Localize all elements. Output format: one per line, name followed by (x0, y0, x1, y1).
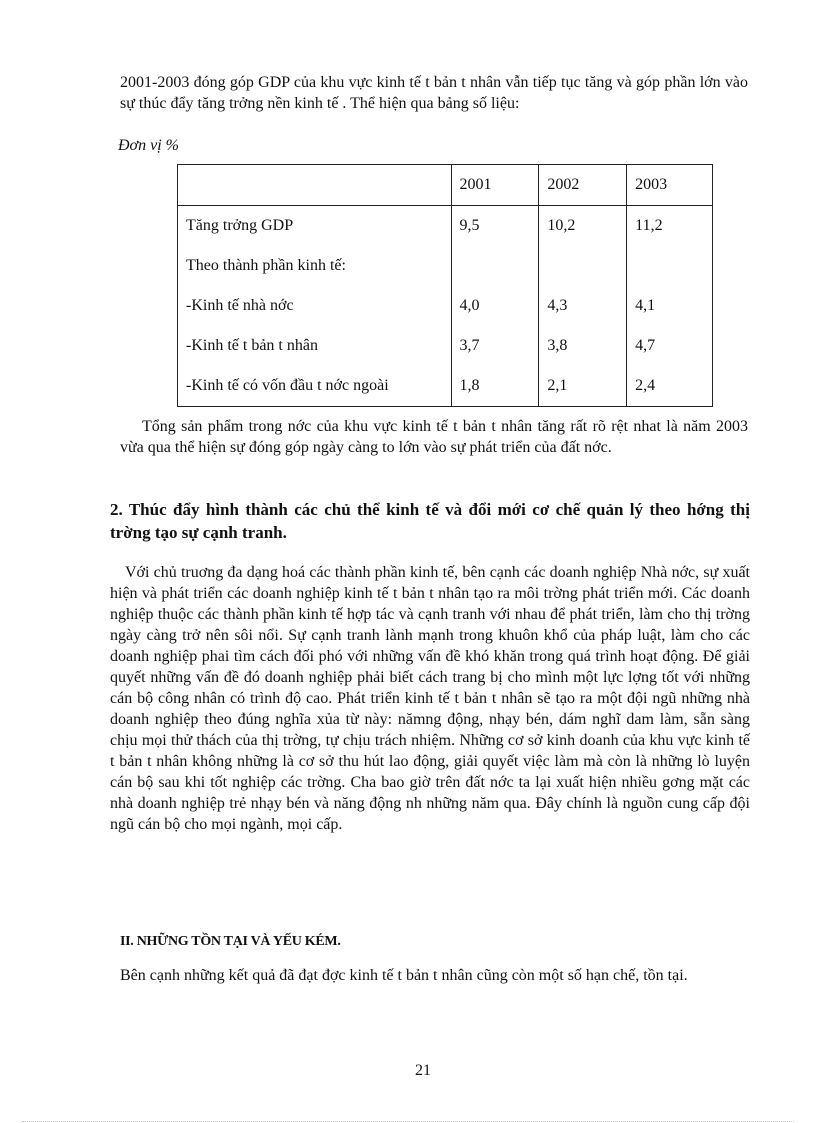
summary-paragraph: Tổng sản phẩm trong nớc của khu vực kinh tế t bản t nhân tăng rất rõ rệt nhat là năm 2003 vừa qua thể hiện sự đóng góp ngày càng to lớn vào sự phát triển của đất nớc. (120, 418, 748, 456)
table-cell: 4,0 (451, 286, 539, 326)
table-row (178, 366, 713, 407)
table-cell: 4,1 (627, 286, 713, 326)
section-body-paragraph: Với chủ truơng đa dạng hoá các thành phần kinh tế, bên cạnh các doanh nghiệp Nhà nớc, sự xuất hiện và phát triển các doanh nghiệp kinh tế t bản t nhân tạo ra môi trờng phát triển mới. Các doanh nghiệp thuộc các thành phần kinh tế hợp tác và cạnh tranh với nhau để phát triển, làm cho thị trờng ngày càng trở nên sôi nổi. Sự cạnh tranh lành mạnh trong khuôn khổ của pháp luật, làm cho các doanh nghiệp phai tìm cách đối phó với những vấn đề khó khăn trong quá trình hoạt động. Để giải quyết những vấn đề đó doanh nghiệp phải biết cách trang bị cho mình một lực lợng tốt với những cán bộ công nhân có trình độ cao. Phát triển kinh tế t bản t nhân sẽ tạo ra một đội ngũ những nhà doanh nghiệp theo đúng nghĩa xủa từ này: nămng động, nhạy bén, dám nghĩ dam làm, sẵn sàng chịu mọi thử thách của thị trờng, tự chịu trách nhiệm. Những cơ sở kinh doanh của khu vực kinh tế t bản t nhân không những là cơ sở thu hút lao động, giải quyết việc làm mà còn là những lò luyện cán bộ sau khi tốt nghiệp các trờng. Cha bao giờ trên đất nớc ta lại xuất hiện nhiều gơng mặt các nhà doanh nghiệp trẻ nhạy bén và năng động nh những năm qua. Đây chính là nguồn cung cấp đội ngũ cán bộ cho mọi ngành, mọi cấp. (110, 564, 750, 833)
table-cell: 1,8 (451, 366, 539, 407)
table-cell (451, 246, 539, 286)
intro-paragraph: 2001-2003 đóng góp GDP của khu vực kinh tế t bản t nhân vẫn tiếp tục tăng và góp phần lớn vào sự thúc đẩy tăng trởng nền kinh tế . Thể hiện qua bảng số liệu: (120, 74, 748, 112)
table-header-cell: 2003 (627, 165, 713, 206)
footer-divider (22, 1121, 794, 1122)
subheading: II. NHỮNG TỒN TẠI VÀ YẾU KÉM. (120, 934, 341, 949)
table-row (178, 246, 713, 286)
table-cell: Tăng trởng GDP (178, 206, 452, 247)
table-row (178, 326, 713, 366)
closing-paragraph: Bên cạnh những kết quả đã đạt đợc kinh tế t bản t nhân cũng còn một số hạn chế, tồn tại. (120, 967, 688, 984)
table-cell: 2,4 (627, 366, 713, 407)
table-row (178, 206, 713, 247)
unit-label: Đơn vị % (118, 137, 179, 154)
table-header-cell (178, 165, 452, 206)
table-header-cell: 2002 (539, 165, 627, 206)
table-row (178, 286, 713, 326)
table-cell (627, 246, 713, 286)
table-cell: 3,8 (539, 326, 627, 366)
table-cell (539, 246, 627, 286)
table-cell: Theo thành phần kinh tế: (178, 246, 452, 286)
table-header-cell: 2001 (451, 165, 539, 206)
gdp-growth-table (177, 164, 713, 407)
table-cell: -Kinh tế t bản t nhân (178, 326, 452, 366)
section-heading: 2. Thúc đẩy hình thành các chủ thể kinh tế và đổi mới cơ chế quản lý theo hớng thị trờng tạo sự cạnh tranh. (110, 500, 750, 542)
table-cell: 4,7 (627, 326, 713, 366)
table-cell: 9,5 (451, 206, 539, 247)
page-number: 21 (415, 1062, 431, 1079)
table-cell: 3,7 (451, 326, 539, 366)
table-cell: 11,2 (627, 206, 713, 247)
table-cell: -Kinh tế nhà nớc (178, 286, 452, 326)
table-cell: 4,3 (539, 286, 627, 326)
table-cell: 10,2 (539, 206, 627, 247)
table-cell: 2,1 (539, 366, 627, 407)
table-header-row (178, 165, 713, 206)
table-cell: -Kinh tế có vốn đầu t nớc ngoài (178, 366, 452, 407)
